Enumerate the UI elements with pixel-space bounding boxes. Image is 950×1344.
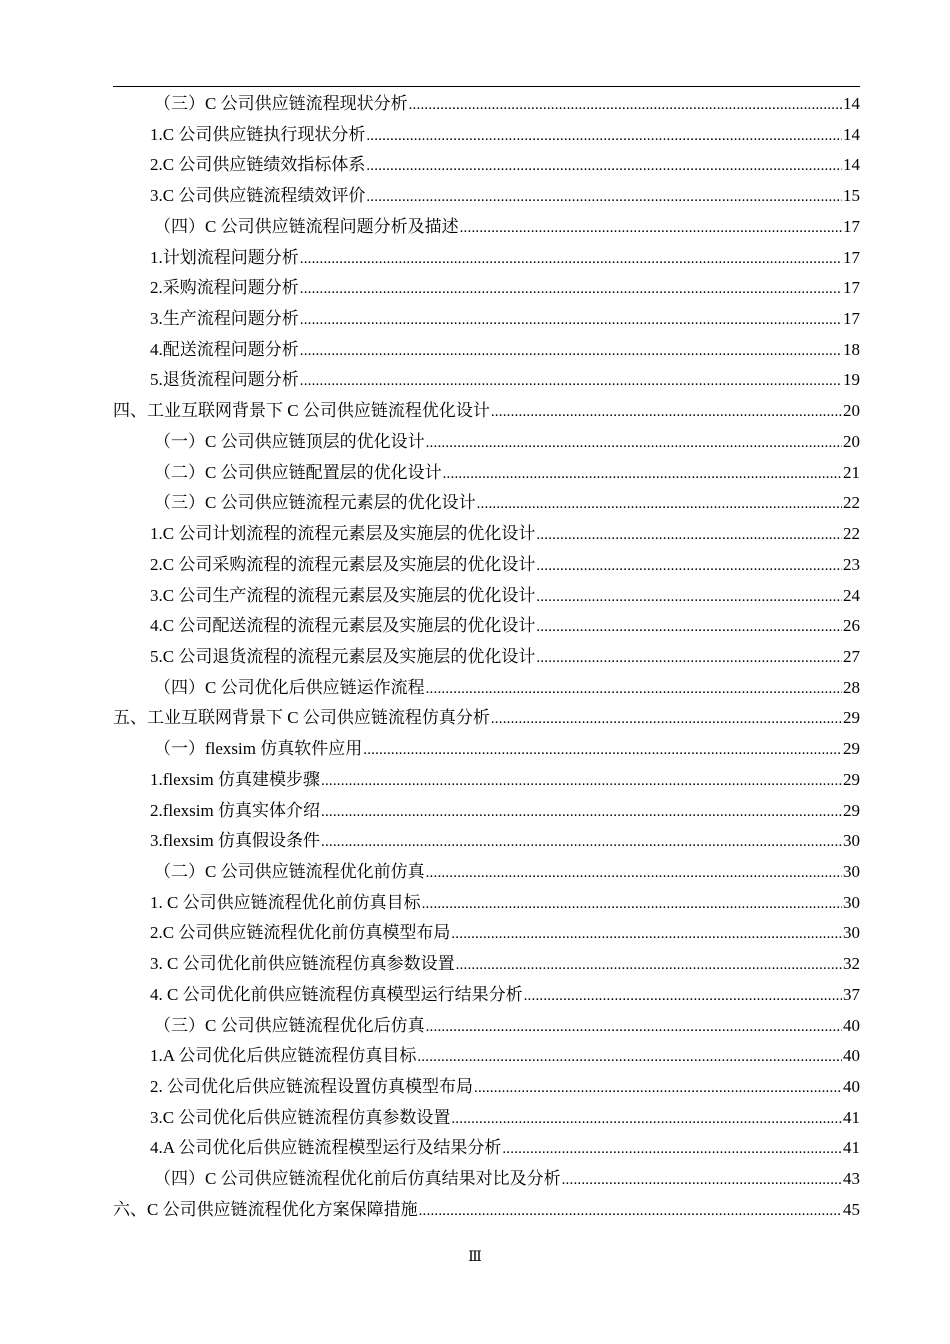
toc-entry[interactable] [113,488,860,519]
toc-entry-title: 1.计划流程问题分析 [150,247,299,267]
toc-dot-leader [422,889,842,920]
toc-entry-title: 4.C 公司配送流程的流程元素层及实施层的优化设计 [150,616,536,636]
toc-dot-leader [300,366,842,397]
toc-entry[interactable] [113,581,860,612]
toc-entry[interactable] [113,734,860,765]
toc-entry-page: 26 [843,616,860,636]
toc-dot-leader [524,981,842,1012]
toc-entry[interactable] [113,273,860,304]
toc-dot-leader [419,1196,842,1227]
toc-entry-page: 19 [843,370,860,390]
toc-entry-page: 30 [843,923,860,943]
toc-entry-title: 3.flexsim 仿真假设条件 [150,831,320,851]
toc-dot-leader [426,858,842,889]
toc-dot-leader [300,336,842,367]
toc-dot-leader [536,551,842,582]
toc-entry-title: 1.C 公司供应链执行现状分析 [150,124,366,144]
toc-entry-title: 2.C 公司供应链流程优化前仿真模型布局 [150,923,451,943]
toc-entry-page: 14 [843,155,860,175]
header-rule [113,86,860,87]
toc-dot-leader [536,520,842,551]
toc-entry-page: 37 [843,984,860,1004]
toc-dot-leader [409,90,842,121]
toc-entry-title: （四）C 公司供应链流程优化前后仿真结果对比及分析 [154,1169,561,1189]
toc-entry-page: 30 [843,861,860,881]
toc-entry[interactable] [113,120,860,151]
toc-entry[interactable] [113,1041,860,1072]
toc-entry[interactable] [113,1103,860,1134]
toc-entry-title: 3.生产流程问题分析 [150,309,299,329]
toc-entry-page: 43 [843,1169,860,1189]
toc-dot-leader [366,182,842,213]
toc-entry-title: （二）C 公司供应链流程优化前仿真 [154,861,425,881]
toc-entry[interactable] [113,335,860,366]
toc-entry-title: 5.C 公司退货流程的流程元素层及实施层的优化设计 [150,646,536,666]
toc-entry-page: 40 [843,1046,860,1066]
toc-entry-title: 四、工业互联网背景下 C 公司供应链流程优化设计 [113,401,490,421]
toc-entry-title: （三）C 公司供应链流程现状分析 [154,94,408,113]
toc-dot-leader [536,582,842,613]
toc-entry[interactable] [113,365,860,396]
toc-entry[interactable] [113,89,860,120]
toc-entry[interactable] [113,1164,860,1195]
toc-entry-page: 15 [843,186,860,206]
toc-entry-title: 五、工业互联网背景下 C 公司供应链流程仿真分析 [113,708,490,728]
toc-entry-page: 40 [843,1015,860,1035]
toc-entry-title: 3.C 公司生产流程的流程元素层及实施层的优化设计 [150,585,536,605]
toc-dot-leader [477,489,842,520]
toc-entry-title: 1.flexsim 仿真建模步骤 [150,769,320,789]
toc-entry-page: 28 [843,677,860,697]
toc-entry[interactable] [113,1195,860,1226]
toc-entry-page: 14 [843,94,860,113]
toc-entry[interactable] [113,642,860,673]
toc-entry[interactable] [113,949,860,980]
toc-entry[interactable] [113,1133,860,1164]
toc-entry-title: （四）C 公司优化后供应链运作流程 [154,677,425,697]
toc-entry[interactable] [113,550,860,581]
toc-entry-page: 22 [843,524,860,544]
toc-entry-title: 2.C 公司采购流程的流程元素层及实施层的优化设计 [150,554,536,574]
toc-dot-leader [426,428,842,459]
toc-dot-leader [426,1012,842,1043]
toc-entry[interactable] [113,1011,860,1042]
toc-entry[interactable] [113,918,860,949]
toc-entry-page: 29 [843,739,860,759]
toc-entry[interactable] [113,458,860,489]
toc-entry-page: 18 [843,339,860,359]
toc-entry-title: 3. C 公司优化前供应链流程仿真参数设置 [150,954,455,974]
toc-entry-page: 20 [843,431,860,451]
toc-entry-page: 30 [843,831,860,851]
toc-dot-leader [502,1134,842,1165]
toc-entry-title: 4.配送流程问题分析 [150,339,299,359]
toc-dot-leader [451,1104,842,1135]
toc-entry-page: 20 [843,401,860,421]
toc-dot-leader [300,244,842,275]
toc-entry-title: （三）C 公司供应链流程元素层的优化设计 [154,493,476,513]
toc-dot-leader [363,735,842,766]
toc-dot-leader [491,397,842,428]
toc-entry-page: 17 [843,247,860,267]
toc-entry[interactable] [113,150,860,181]
toc-dot-leader [562,1165,842,1196]
toc-entry[interactable] [113,243,860,274]
toc-entry-page: 17 [843,309,860,329]
toc-entry[interactable] [113,857,860,888]
toc-entry-title: 4. C 公司优化前供应链流程仿真模型运行结果分析 [150,984,523,1004]
toc-entry-page: 29 [843,800,860,820]
toc-entry-page: 41 [843,1107,860,1127]
toc-entry[interactable] [113,1072,860,1103]
toc-dot-leader [536,612,842,643]
toc-dot-leader [321,827,842,858]
toc-dot-leader [321,766,842,797]
toc-entry-page: 14 [843,124,860,144]
toc-entry-page: 29 [843,708,860,728]
toc-dot-leader [300,274,842,305]
toc-entry-page: 17 [843,216,860,236]
toc-entry-title: （四）C 公司供应链流程问题分析及描述 [154,216,459,236]
toc-entry-title: （三）C 公司供应链流程优化后仿真 [154,1015,425,1035]
toc-entry-page: 45 [843,1199,860,1219]
toc-dot-leader [443,459,842,490]
toc-entry[interactable] [113,396,860,427]
toc-entry-title: （一）flexsim 仿真软件应用 [154,739,363,759]
toc-entry-page: 27 [843,646,860,666]
toc-entry[interactable] [113,796,860,827]
toc-entry-title: 4.A 公司优化后供应链流程模型运行及结果分析 [150,1138,502,1158]
toc-entry-title: （二）C 公司供应链配置层的优化设计 [154,462,442,482]
toc-entry-title: 1. C 公司供应链流程优化前仿真目标 [150,892,421,912]
toc-entry[interactable] [113,826,860,857]
toc-entry-title: 六、C 公司供应链流程优化方案保障措施 [113,1199,418,1219]
toc-entry-title: 2. 公司优化后供应链流程设置仿真模型布局 [150,1077,473,1096]
toc-entry[interactable] [113,673,860,704]
toc-dot-leader [451,919,842,950]
toc-entry-title: 5.退货流程问题分析 [150,370,299,390]
toc-dot-leader [366,121,842,152]
toc-entry-page: 40 [843,1077,860,1096]
toc-entry-page: 41 [843,1138,860,1158]
toc-dot-leader [300,305,842,336]
toc-dot-leader [491,704,842,735]
toc-dot-leader [474,1073,842,1104]
toc-entry-page: 21 [843,462,860,482]
toc-dot-leader [417,1042,842,1073]
toc-entry-title: 1.A 公司优化后供应链流程仿真目标 [150,1046,417,1066]
page-number: Ⅲ [468,1250,482,1265]
toc-entry[interactable] [113,519,860,550]
toc-entry[interactable] [113,980,860,1011]
toc-entry-title: 2.flexsim 仿真实体介绍 [150,800,320,820]
toc-entry-title: 1.C 公司计划流程的流程元素层及实施层的优化设计 [150,524,536,544]
toc-dot-leader [460,213,842,244]
toc-dot-leader [366,151,842,182]
toc-entry-page: 23 [843,554,860,574]
toc-entry[interactable] [113,765,860,796]
toc-entry[interactable] [113,427,860,458]
toc-entry-page: 29 [843,769,860,789]
toc-entry-title: 2.采购流程问题分析 [150,278,299,298]
toc-entry-page: 32 [843,954,860,974]
toc-entry-title: 2.C 公司供应链绩效指标体系 [150,155,366,175]
toc-entry-title: 3.C 公司优化后供应链流程仿真参数设置 [150,1107,451,1127]
toc-dot-leader [536,643,842,674]
toc-dot-leader [321,797,842,828]
toc-entry-page: 24 [843,585,860,605]
toc-entry-title: （一）C 公司供应链顶层的优化设计 [154,431,425,451]
toc-dot-leader [426,674,842,705]
toc-dot-leader [456,950,842,981]
toc-entry[interactable] [113,181,860,212]
toc-entry-page: 30 [843,892,860,912]
toc-entry-page: 22 [843,493,860,513]
toc-entry-page: 17 [843,278,860,298]
toc-entry[interactable] [113,703,860,734]
toc-entry[interactable] [113,212,860,243]
toc-entry[interactable] [113,611,860,642]
toc-entry-title: 3.C 公司供应链流程绩效评价 [150,186,366,206]
toc-entry[interactable] [113,888,860,919]
table-of-contents [113,89,860,1226]
toc-entry[interactable] [113,304,860,335]
